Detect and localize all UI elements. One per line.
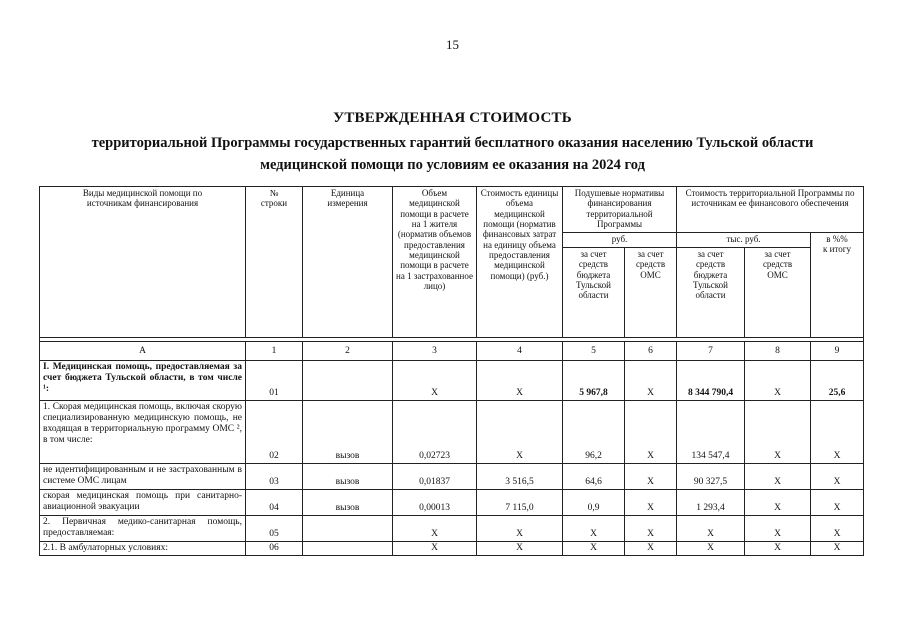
header-percap-group: Подушевые нормативы финансирования территориальной Программы [563, 187, 677, 233]
table-row [40, 490, 864, 516]
row-cost-oms: X [745, 516, 811, 542]
index-cell: 5 [563, 342, 625, 361]
header-col-3: Объем медицинской помощи в расчете на 1 жителя (норматив объемов предоставления медицинской помощи в расчете на 1 застрахованное лицо) [393, 187, 477, 338]
row-percap-oms: X [625, 542, 677, 556]
row-unit-cost: 3 516,5 [477, 464, 563, 490]
row-percent: X [811, 401, 864, 464]
row-line-number: 01 [246, 361, 303, 401]
header-col-1: № строки [246, 187, 303, 338]
row-volume: 0,00013 [393, 490, 477, 516]
row-line-number: 06 [246, 542, 303, 556]
row-cost-budget: 1 293,4 [677, 490, 745, 516]
index-cell: 6 [625, 342, 677, 361]
index-cell: 1 [246, 342, 303, 361]
row-line-number: 02 [246, 401, 303, 464]
row-percent: 25,6 [811, 361, 864, 401]
row-percap-budget: X [563, 516, 625, 542]
table-body [40, 342, 864, 556]
row-cost-budget: 134 547,4 [677, 401, 745, 464]
document-subtitle-line1: территориальной Программы государственных гарантий бесплатного оказания населению Тульской области [91, 135, 814, 151]
row-unit-cost: X [477, 516, 563, 542]
row-percap-oms: X [625, 464, 677, 490]
row-percent: X [811, 516, 864, 542]
row-percent: X [811, 490, 864, 516]
row-unit-cost: 7 115,0 [477, 490, 563, 516]
row-name: 1. Скорая медицинская помощь, включая скорую специализированную медицинскую помощь, не входящая в территориальную программу ОМС ², в том числе: [40, 401, 246, 464]
row-unit [303, 516, 393, 542]
row-unit-cost: X [477, 542, 563, 556]
document-title: УТВЕРЖДЕННАЯ СТОИМОСТЬ [333, 110, 572, 126]
row-cost-budget: X [677, 516, 745, 542]
row-volume: X [393, 542, 477, 556]
row-percap-budget: 64,6 [563, 464, 625, 490]
header-col-7: за счет средств бюджета Тульской области [677, 248, 745, 338]
row-cost-budget: 8 344 790,4 [677, 361, 745, 401]
row-volume: 0,02723 [393, 401, 477, 464]
index-cell: 8 [745, 342, 811, 361]
row-unit: вызов [303, 464, 393, 490]
index-cell: 7 [677, 342, 745, 361]
table-row [40, 464, 864, 490]
column-index-row [40, 342, 864, 361]
page-number: 15 [446, 37, 459, 52]
index-cell: 9 [811, 342, 864, 361]
row-name: I. Медицинская помощь, предоставляемая за счет бюджета Тульской области, в том числе ¹: [40, 361, 246, 401]
row-cost-oms: X [745, 542, 811, 556]
cost-table [39, 186, 864, 556]
row-name: не идентифицированным и не застрахованным в системе ОМС лицам [40, 464, 246, 490]
header-col-4: Стоимость единицы объема медицинской помощи (норматив финансовых затрат на единицу объема предоставления медицинской помощи) (руб.) [477, 187, 563, 338]
row-unit-cost: X [477, 361, 563, 401]
row-name: скорая медицинская помощь при санитарно-авиационной эвакуации [40, 490, 246, 516]
row-percap-oms: X [625, 361, 677, 401]
row-unit [303, 542, 393, 556]
header-col-8: за счет средств ОМС [745, 248, 811, 338]
row-unit-cost: X [477, 401, 563, 464]
document-title-block [0, 110, 905, 174]
table-row [40, 361, 864, 401]
row-name: 2.1. В амбулаторных условиях: [40, 542, 246, 556]
row-percap-oms: X [625, 516, 677, 542]
row-percap-budget: 0,9 [563, 490, 625, 516]
row-cost-oms: X [745, 464, 811, 490]
row-percap-oms: X [625, 490, 677, 516]
row-unit: вызов [303, 490, 393, 516]
row-cost-oms: X [745, 490, 811, 516]
header-col-9: в %% к итогу [811, 233, 864, 338]
row-cost-oms: X [745, 361, 811, 401]
header-col-5: за счет средств бюджета Тульской области [563, 248, 625, 338]
row-cost-oms: X [745, 401, 811, 464]
row-percap-oms: X [625, 401, 677, 464]
header-cost-group: Стоимость территориальной Программы по источникам ее финансового обеспечения [677, 187, 864, 233]
row-volume: X [393, 361, 477, 401]
table-row [40, 401, 864, 464]
header-cost-unit: тыс. руб. [677, 233, 811, 248]
table-header [40, 187, 864, 342]
index-cell: 4 [477, 342, 563, 361]
header-col-a: Виды медицинской помощи по источникам финансирования [40, 187, 246, 338]
document-subtitle-line2: медицинской помощи по условиям ее оказания на 2024 год [260, 157, 645, 173]
row-unit: вызов [303, 401, 393, 464]
row-cost-budget: 90 327,5 [677, 464, 745, 490]
row-percent: X [811, 542, 864, 556]
row-cost-budget: X [677, 542, 745, 556]
index-cell: 3 [393, 342, 477, 361]
header-col-6: за счет средств ОМС [625, 248, 677, 338]
row-percap-budget: 96,2 [563, 401, 625, 464]
row-line-number: 05 [246, 516, 303, 542]
row-percap-budget: 5 967,8 [563, 361, 625, 401]
table-row [40, 516, 864, 542]
index-cell: 2 [303, 342, 393, 361]
row-volume: X [393, 516, 477, 542]
row-unit [303, 361, 393, 401]
row-line-number: 04 [246, 490, 303, 516]
row-percap-budget: X [563, 542, 625, 556]
index-cell: А [40, 342, 246, 361]
row-line-number: 03 [246, 464, 303, 490]
row-percent: X [811, 464, 864, 490]
header-col-2: Единица измерения [303, 187, 393, 338]
row-volume: 0,01837 [393, 464, 477, 490]
table-row [40, 542, 864, 556]
row-name: 2. Первичная медико-санитарная помощь, предоставляемая: [40, 516, 246, 542]
header-percap-unit: руб. [563, 233, 677, 248]
